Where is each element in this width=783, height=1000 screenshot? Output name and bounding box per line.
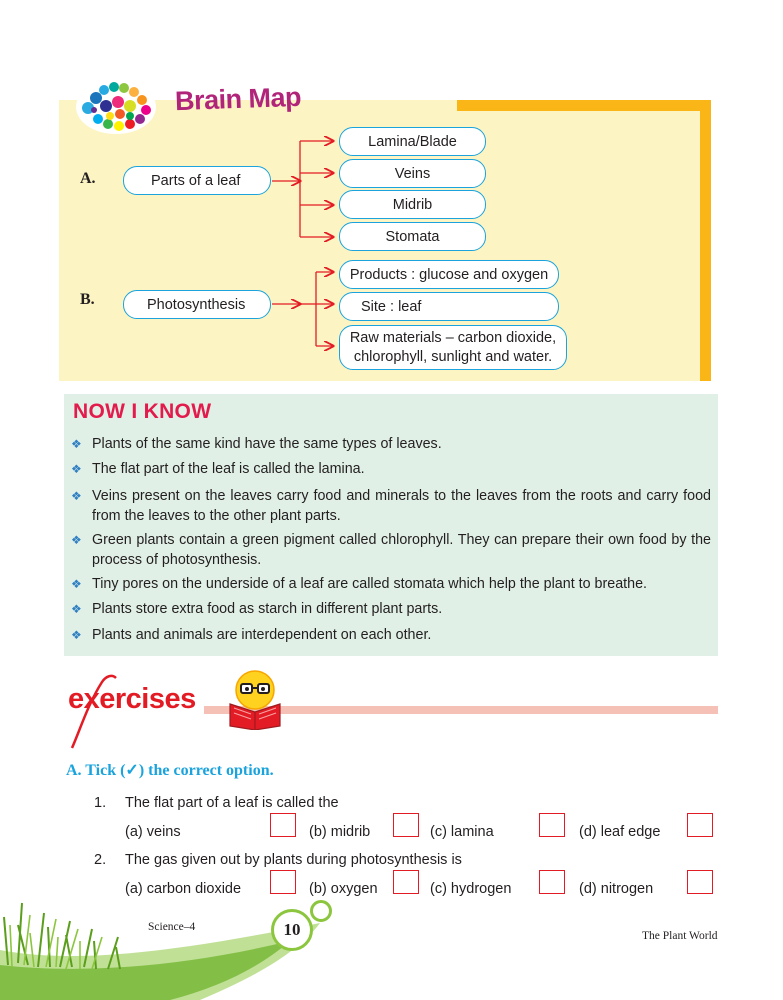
parts-of-leaf-node: Parts of a leaf — [123, 166, 271, 195]
brain-map-section-a-letter: A. — [80, 170, 96, 187]
q1-option-a: (a) veins — [125, 824, 181, 840]
lamina-blade-node: Lamina/Blade — [339, 127, 486, 156]
now-i-know-item: ❖ Plants and animals are interdependent on each other. — [71, 627, 432, 643]
diamond-bullet-icon: ❖ — [71, 489, 82, 503]
now-i-know-item: ❖ Veins present on the leaves carry food and minerals to the leaves from the roots and carry food from the leaves to the other plant parts. — [71, 488, 711, 524]
q1-option-b: (b) midrib — [309, 824, 371, 840]
now-i-know-item: ❖ Green plants contain a green pigment called chlorophyll. They can prepare their own food by the process of photosynthesis. — [71, 532, 711, 568]
now-i-know-title: NOW I KNOW — [73, 400, 212, 423]
page-number: 10 — [283, 920, 301, 939]
q2-option-c: (c) hydrogen — [430, 881, 512, 897]
now-i-know-item: ❖ Plants store extra food as starch in different plant parts. — [71, 601, 443, 617]
brain-map-title: Brain Map — [174, 81, 302, 117]
brain-map-right-bar — [700, 100, 711, 381]
now-i-know-item: ❖ The flat part of the leaf is called the lamina. — [71, 461, 365, 477]
q2-option-b: (b) oxygen — [309, 881, 378, 897]
brain-map-section-b-letter: B. — [80, 291, 95, 308]
diamond-bullet-icon: ❖ — [71, 628, 82, 642]
exercise-a-heading: A. Tick (✓) the correct option. — [66, 762, 274, 779]
q1-option-b-checkbox[interactable] — [393, 813, 419, 837]
question-1-text: The flat part of a leaf is called the — [125, 795, 339, 811]
brain-icon — [74, 78, 158, 136]
products-node: Products : glucose and oxygen — [339, 260, 559, 289]
exercises-heading: exercises — [68, 683, 196, 715]
raw-materials-node — [339, 325, 567, 370]
q2-option-a: (a) carbon dioxide — [125, 881, 242, 897]
q1-option-d-checkbox[interactable] — [687, 813, 713, 837]
q1-option-c-checkbox[interactable] — [539, 813, 565, 837]
raw-materials-line-1: Raw materials – carbon dioxide, — [349, 329, 557, 346]
raw-materials-line-2: chlorophyll, sunlight and water. — [353, 348, 553, 365]
page-number-badge — [271, 909, 313, 951]
diamond-bullet-icon: ❖ — [71, 462, 82, 476]
site-node: Site : leaf — [339, 292, 559, 321]
question-1-number: 1. — [94, 795, 107, 811]
diamond-bullet-icon: ❖ — [71, 437, 82, 451]
diamond-bullet-icon: ❖ — [71, 602, 82, 616]
diamond-bullet-icon: ❖ — [71, 577, 82, 591]
reading-emoji-icon — [222, 668, 288, 730]
q2-option-d: (d) nitrogen — [579, 881, 654, 897]
q1-option-d: (d) leaf edge — [579, 824, 661, 840]
q2-option-b-checkbox[interactable] — [393, 870, 419, 894]
photosynthesis-node: Photosynthesis — [123, 290, 271, 319]
stomata-node: Stomata — [339, 222, 486, 251]
page-number-badge-dot — [310, 900, 332, 922]
question-2-text: The gas given out by plants during photosynthesis is — [125, 852, 462, 868]
veins-node: Veins — [339, 159, 486, 188]
now-i-know-item: ❖ Tiny pores on the underside of a leaf are called stomata which help the plant to breathe. — [71, 576, 648, 592]
q2-option-d-checkbox[interactable] — [687, 870, 713, 894]
q1-option-c: (c) lamina — [430, 824, 494, 840]
footer-subject: Science–4 — [148, 921, 196, 933]
diamond-bullet-icon: ❖ — [71, 533, 82, 547]
footer-chapter: The Plant World — [642, 930, 718, 942]
brain-map-top-bar — [457, 100, 711, 111]
now-i-know-item: ❖ Plants of the same kind have the same types of leaves. — [71, 436, 442, 452]
q1-option-a-checkbox[interactable] — [270, 813, 296, 837]
question-2-number: 2. — [94, 852, 107, 868]
midrib-node: Midrib — [339, 190, 486, 219]
q2-option-c-checkbox[interactable] — [539, 870, 565, 894]
